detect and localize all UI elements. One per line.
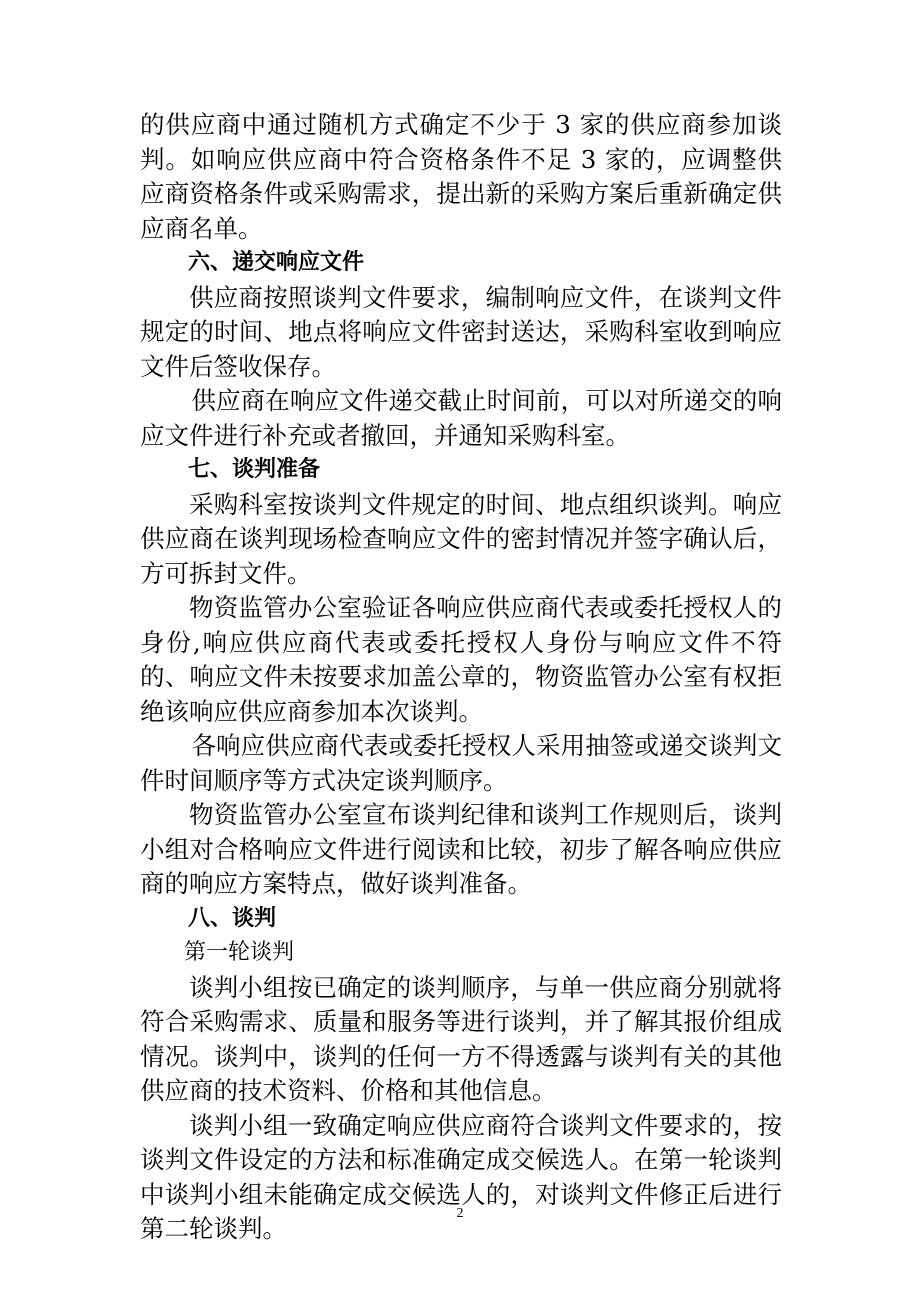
paragraph: 供应商在响应文件递交截止时间前，可以对所递交的响应文件进行补充或者撤回，并通知采购科室。 <box>140 386 782 450</box>
paragraph: 采购科室按谈判文件规定的时间、地点组织谈判。响应供应商在谈判现场检查响应文件的密封情况并签字确认后，方可拆封文件。 <box>140 489 782 588</box>
paragraph: 物资监管办公室宣布谈判纪律和谈判工作规则后，谈判小组对合格响应文件进行阅读和比较，初步了解各响应供应商的响应方案特点，做好谈判准备。 <box>140 800 782 898</box>
paragraph: 谈判小组一致确定响应供应商符合谈判文件要求的，按谈判文件设定的方法和标准确定成交候选人。在第一轮谈判中谈判小组未能确定成交候选人的，对谈判文件修正后进行第二轮谈判。 <box>140 1110 782 1243</box>
section-heading-8: 八、谈判 <box>188 905 277 931</box>
paragraph: 供应商按照谈判文件要求，编制响应文件，在谈判文件规定的时间、地点将响应文件密封送达，采购科室收到响应文件后签收保存。 <box>140 282 782 381</box>
paragraph: 谈判小组按已确定的谈判顺序，与单一供应商分别就将符合采购需求、质量和服务等进行谈判，并了解其报价组成情况。谈判中，谈判的任何一方不得透露与谈判有关的其他供应商的技术资料、价格和其他信息。 <box>140 972 782 1105</box>
sub-heading-first-round: 第一轮谈判 <box>184 940 295 965</box>
paragraph: 物资监管办公室验证各响应供应商代表或委托授权人的身份,响应供应商代表或委托授权人身份与响应文件不符的、响应文件未按要求加盖公章的，物资监管办公室有权拒绝该响应供应商参加本次谈判。 <box>140 593 782 726</box>
document-page <box>140 108 782 1247</box>
paragraph: 各响应供应商代表或委托授权人采用抽签或递交谈判文件时间顺序等方式决定谈判顺序。 <box>140 731 782 795</box>
section-heading-7: 七、谈判准备 <box>188 457 321 482</box>
paragraph-continuation: 的供应商中通过随机方式确定不少于 3 家的供应商参加谈判。如响应供应商中符合资格条件不足 3 家的，应调整供应商资格条件或采购需求，提出新的采购方案后重新确定供应商名单。 <box>140 110 782 243</box>
section-heading-6: 六、递交响应文件 <box>188 250 365 275</box>
page-number: 2 <box>456 1206 464 1221</box>
